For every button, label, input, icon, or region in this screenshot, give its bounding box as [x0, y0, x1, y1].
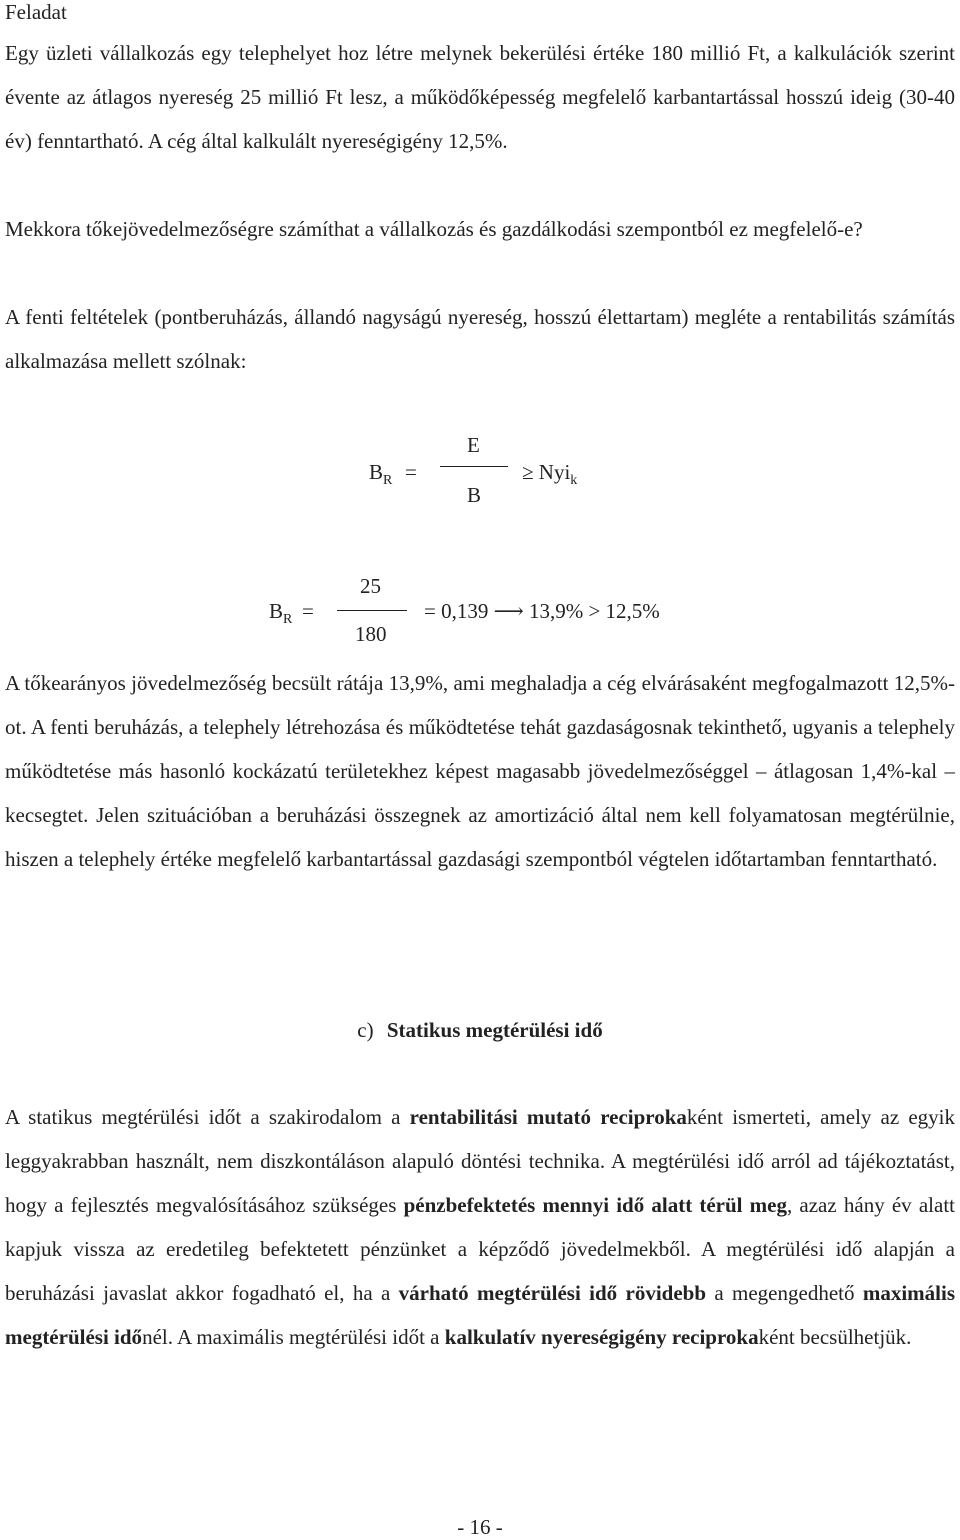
body-text: ként ismerteti, amely az egyik leggyakrabban használt, nem diszkontáláson alapuló döntési technika. A megtérülési idő arról ad tájékoztatást, hogy a fejlesztés megvalósításához szükséges [5, 1105, 956, 1217]
body-text: nél. A maximális megtérülési időt a [142, 1325, 445, 1349]
section-body-paragraph [5, 1095, 955, 1359]
formula2-equals: = [302, 599, 314, 623]
conclusion-paragraph: A tőkearányos jövedelmezőség becsült rátája 13,9%, ami meghaladja a cég elvárásaként megfogalmazott 12,5%-ot. A fenti beruházás, a telephely létrehozása és működtetése tehát gazdaságosnak tekinthető, ugyanis a telephely működtetése más hasonló kockázatú területekhez képest magasabb jövedelmezőséggel – átlagosan 1,4%-kal – kecsegtet. Jelen szituációban a beruházási összegnek az amortizáció által nem kell folyamatosan megtérülnie, hiszen a telephely értéke megfelelő karbantartással gazdasági szempontból végtelen időtartamban fenntartható. [5, 671, 955, 871]
formula1-numerator: E [467, 433, 480, 457]
emphasis-text: várható megtérülési idő rövidebb [398, 1281, 707, 1305]
formula2-lhs: $B_R$ [269, 599, 293, 627]
section-heading [0, 1018, 960, 1043]
emphasis-text: rentabilitási mutató reciproka [409, 1105, 687, 1129]
problem-paragraph-1: Egy üzleti vállalkozás egy telephelyet hoz létre melynek bekerülési értéke 180 millió Ft, a kalkulációk szerint évente az átlagos nyereség 25 millió Ft lesz, a működőképesség megfelelő karbantartással hosszú ideig (30-40 év) fenntartható. A cég által kalkulált nyereségigény 12,5%. [5, 41, 955, 153]
formula2-denominator: 180 [355, 622, 387, 646]
formula1-lhs: $B_R$ [369, 460, 393, 488]
formula2-result: = 0,139 ⟶ 13,9% > 12,5% [424, 599, 660, 623]
formula1-fraction-bar [440, 466, 508, 467]
body-text: A statikus megtérülési időt a szakirodalom a [5, 1105, 410, 1129]
problem-paragraph-2: Mekkora tőkejövedelmezőségre számíthat a vállalkozás és gazdálkodási szempontból ez megfelelő-e? [5, 217, 863, 241]
section-number: c) [357, 1018, 374, 1042]
body-text: a megengedhető [706, 1281, 863, 1305]
task-title: Feladat [5, 0, 67, 24]
formula2-fraction-bar [337, 610, 407, 611]
emphasis-text: kalkulatív nyereségigény reciproka [444, 1325, 759, 1349]
page-number: - 16 - [457, 1515, 503, 1539]
formula1-denominator: B [467, 483, 482, 507]
formula2-numerator: 25 [360, 574, 381, 598]
problem-paragraph-3: A fenti feltételek (pontberuházás, állandó nagyságú nyereség, hosszú élettartam) megléte a rentabilitás számítás alkalmazása mellett szólnak: [5, 305, 955, 373]
emphasis-text: pénzbefektetés mennyi idő alatt térül meg [403, 1193, 787, 1217]
section-title: Statikus megtérülési idő [386, 1018, 603, 1042]
body-text: ként becsülhetjük. [758, 1325, 912, 1349]
emphasis-text: maximális megtérülési idő [5, 1281, 955, 1349]
formula1-equals: = [405, 460, 417, 484]
body-text: , azaz hány év alatt kapjuk vissza az eredetileg befektetett pénzünket a képződő jövedelmekből. A megtérülési idő alapján a beruházási javaslat akkor fogadható el, ha a [5, 1193, 955, 1305]
formula1-rhs: ≥ Nyi$_k$ [522, 460, 578, 488]
